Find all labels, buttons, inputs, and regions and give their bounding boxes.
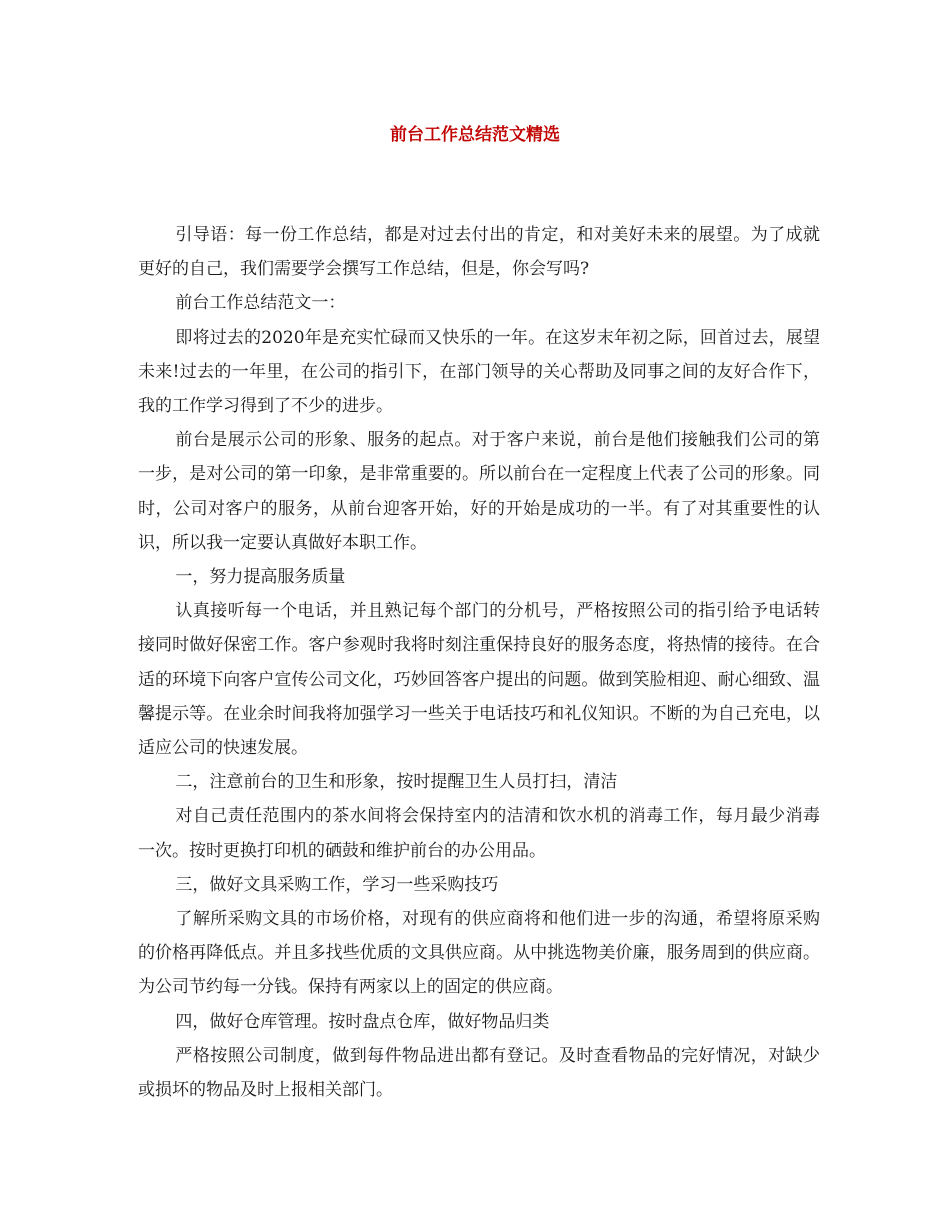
section-heading: 三，做好文具采购工作，学习一些采购技巧	[175, 874, 499, 895]
section-heading: 四，做好仓库管理。按时盘点仓库，做好物品归类	[175, 1011, 550, 1032]
body-paragraph: 认真接听每一个电话，并且熟记每个部门的分机号，严格按照公司的指引给予电话转接同时做好保密工作。客户参观时我将时刻注重保持良好的服务态度，将热情的接待。在合适的环境下向客户宣传公司文化，巧妙回答客户提出的问题。做到笑脸相迎、耐心细致、温馨提示等。在业余时间我将加强学习一些关于电话技巧和礼仪知识。不断的为自己充电，以适应公司的快速发展。	[138, 601, 820, 759]
document-title: 前台工作总结范文精选	[390, 125, 560, 145]
section-heading: 二，注意前台的卫生和形象，按时提醒卫生人员打扫，清洁	[175, 772, 618, 793]
body-paragraph: 前台是展示公司的形象、服务的起点。对于客户来说，前台是他们接触我们公司的第一步，是对公司的第一印象，是非常重要的。所以前台在一定程度上代表了公司的形象。同时，公司对客户的服务，从前台迎客开始，好的开始是成功的一半。有了对其重要性的认识，所以我一定要认真做好本职工作。	[138, 430, 820, 553]
intro-paragraph: 引导语：每一份工作总结，都是对过去付出的肯定，和对美好未来的展望。为了成就更好的自己，我们需要学会撰写工作总结，但是，你会写吗?	[138, 225, 820, 280]
body-paragraph: 严格按照公司制度，做到每件物品进出都有登记。及时查看物品的完好情况，对缺少或损坏的物品及时上报相关部门。	[138, 1045, 820, 1101]
body-paragraph: 即将过去的2020年是充实忙碌而又快乐的一年。在这岁末年初之际，回首过去，展望未来!过去的一年里，在公司的指引下，在部门领导的关心帮助及同事之间的友好合作下，我的工作学习得到了不少的进步。	[138, 327, 820, 417]
section-heading: 一，努力提高服务质量	[175, 567, 346, 588]
sample-heading: 前台工作总结范文一：	[175, 293, 346, 314]
document-body	[138, 218, 820, 1107]
body-paragraph: 了解所采购文具的市场价格，对现有的供应商将和他们进一步的沟通，希望将原采购的价格再降低点。并且多找些优质的文具供应商。从中挑选物美价廉，服务周到的供应商。为公司节约每一分钱。保持有两家以上的固定的供应商。	[138, 909, 820, 998]
body-paragraph: 对自己责任范围内的茶水间将会保持室内的洁清和饮水机的消毒工作，每月最少消毒一次。按时更换打印机的硒鼓和维护前台的办公用品。	[138, 806, 820, 861]
